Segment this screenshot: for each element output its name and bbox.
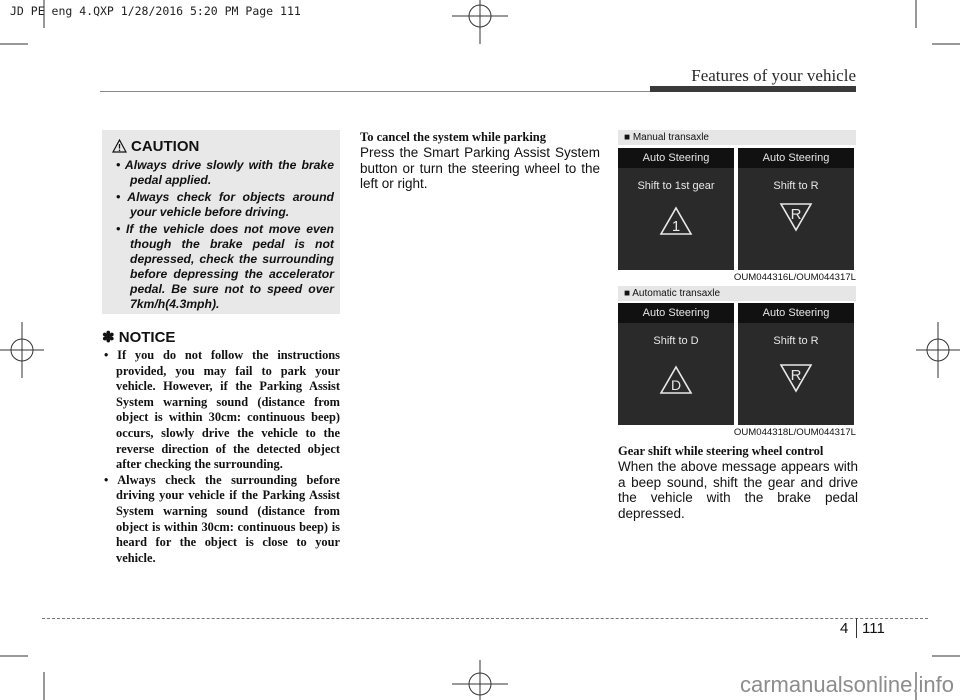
- shift-reverse-warning-icon: [779, 363, 813, 393]
- automatic-transaxle-label: ■ Automatic transaxle: [618, 286, 856, 301]
- panel-title: Auto Steering: [642, 307, 710, 319]
- panel-message: Shift to 1st gear: [637, 180, 715, 192]
- panel-message: Shift to R: [773, 180, 819, 192]
- panel-title: Auto Steering: [762, 307, 830, 319]
- caution-list: [108, 158, 334, 314]
- shift-reverse-warning-icon: [779, 202, 813, 232]
- notice-list: [102, 348, 340, 566]
- caution-item: • Always drive slowly with the brake pedal applied.: [116, 158, 334, 187]
- header-rule-accent: [650, 86, 856, 92]
- panel-message: Shift to D: [653, 335, 699, 347]
- cancel-heading: To cancel the system while parking: [360, 130, 546, 144]
- panel-symbol: R: [790, 206, 802, 223]
- panel-symbol: R: [790, 367, 802, 384]
- gear-shift-heading: Gear shift while steering wheel control: [618, 444, 824, 458]
- caution-box: [102, 130, 340, 314]
- notice-item: • If you do not follow the instructions provided, you may fail to park your vehicle. However, if the Parking Assist System warning sound (distance from object is within 30cm: continuous beep) occurs, slowly drive the vehicle to the reverse direction of the detected object after checking the surrounding.: [104, 348, 340, 472]
- cluster-display-panel: [738, 303, 854, 425]
- manual-transaxle-label: ■ Manual transaxle: [618, 130, 856, 145]
- cluster-display-panel: [738, 148, 854, 270]
- caution-item: • Always check for objects around your vehicle before driving.: [116, 190, 334, 219]
- shift-drive-warning-icon: [659, 365, 693, 395]
- chapter-number: 4: [840, 620, 849, 637]
- gear-shift-body: When the above message appears with a beep sound, shift the gear and drive the vehicle with the brake pedal depressed.: [618, 459, 858, 521]
- panel-symbol: 1: [671, 218, 681, 235]
- page-number: 111: [862, 620, 885, 637]
- notice-item: • Always check the surrounding before driving your vehicle if the Parking Assist System warning sound (distance from object is within 30cm: continuous beep) is heard for the object is close to your vehicle.: [104, 472, 340, 565]
- caution-item: • If the vehicle does not move even though the brake pedal is not depressed, check the surrounding before depressing the accelerator pedal. Be sure not to speed over 7km/h(4.3mph).: [116, 222, 334, 311]
- panel-message: Shift to R: [773, 335, 819, 347]
- footer-rule: [42, 618, 928, 619]
- panel-title: Auto Steering: [642, 152, 710, 164]
- panel-symbol: D: [670, 377, 682, 393]
- shift-gear-warning-icon: [659, 206, 693, 236]
- header-rule: [100, 91, 660, 92]
- notice-title: ✽ NOTICE: [102, 329, 176, 346]
- watermark: carmanualsonline.info: [739, 672, 954, 697]
- caution-title: CAUTION: [131, 138, 200, 155]
- caution-heading: [112, 138, 199, 155]
- figure-caption: OUM044318L/OUM044317L: [733, 427, 856, 438]
- cluster-display-panel: [618, 303, 734, 425]
- warning-triangle-icon: [112, 139, 127, 153]
- print-stamp: JD PE eng 4.QXP 1/28/2016 5:20 PM Page 111: [10, 4, 301, 18]
- cluster-display-panel: [618, 148, 734, 270]
- cancel-body: Press the Smart Parking Assist System button or turn the steering wheel to the left or right.: [360, 145, 600, 191]
- panel-title: Auto Steering: [762, 152, 830, 164]
- section-title: Features of your vehicle: [691, 66, 856, 85]
- figure-caption: OUM044316L/OUM044317L: [733, 272, 856, 283]
- page-number-separator: [856, 618, 857, 638]
